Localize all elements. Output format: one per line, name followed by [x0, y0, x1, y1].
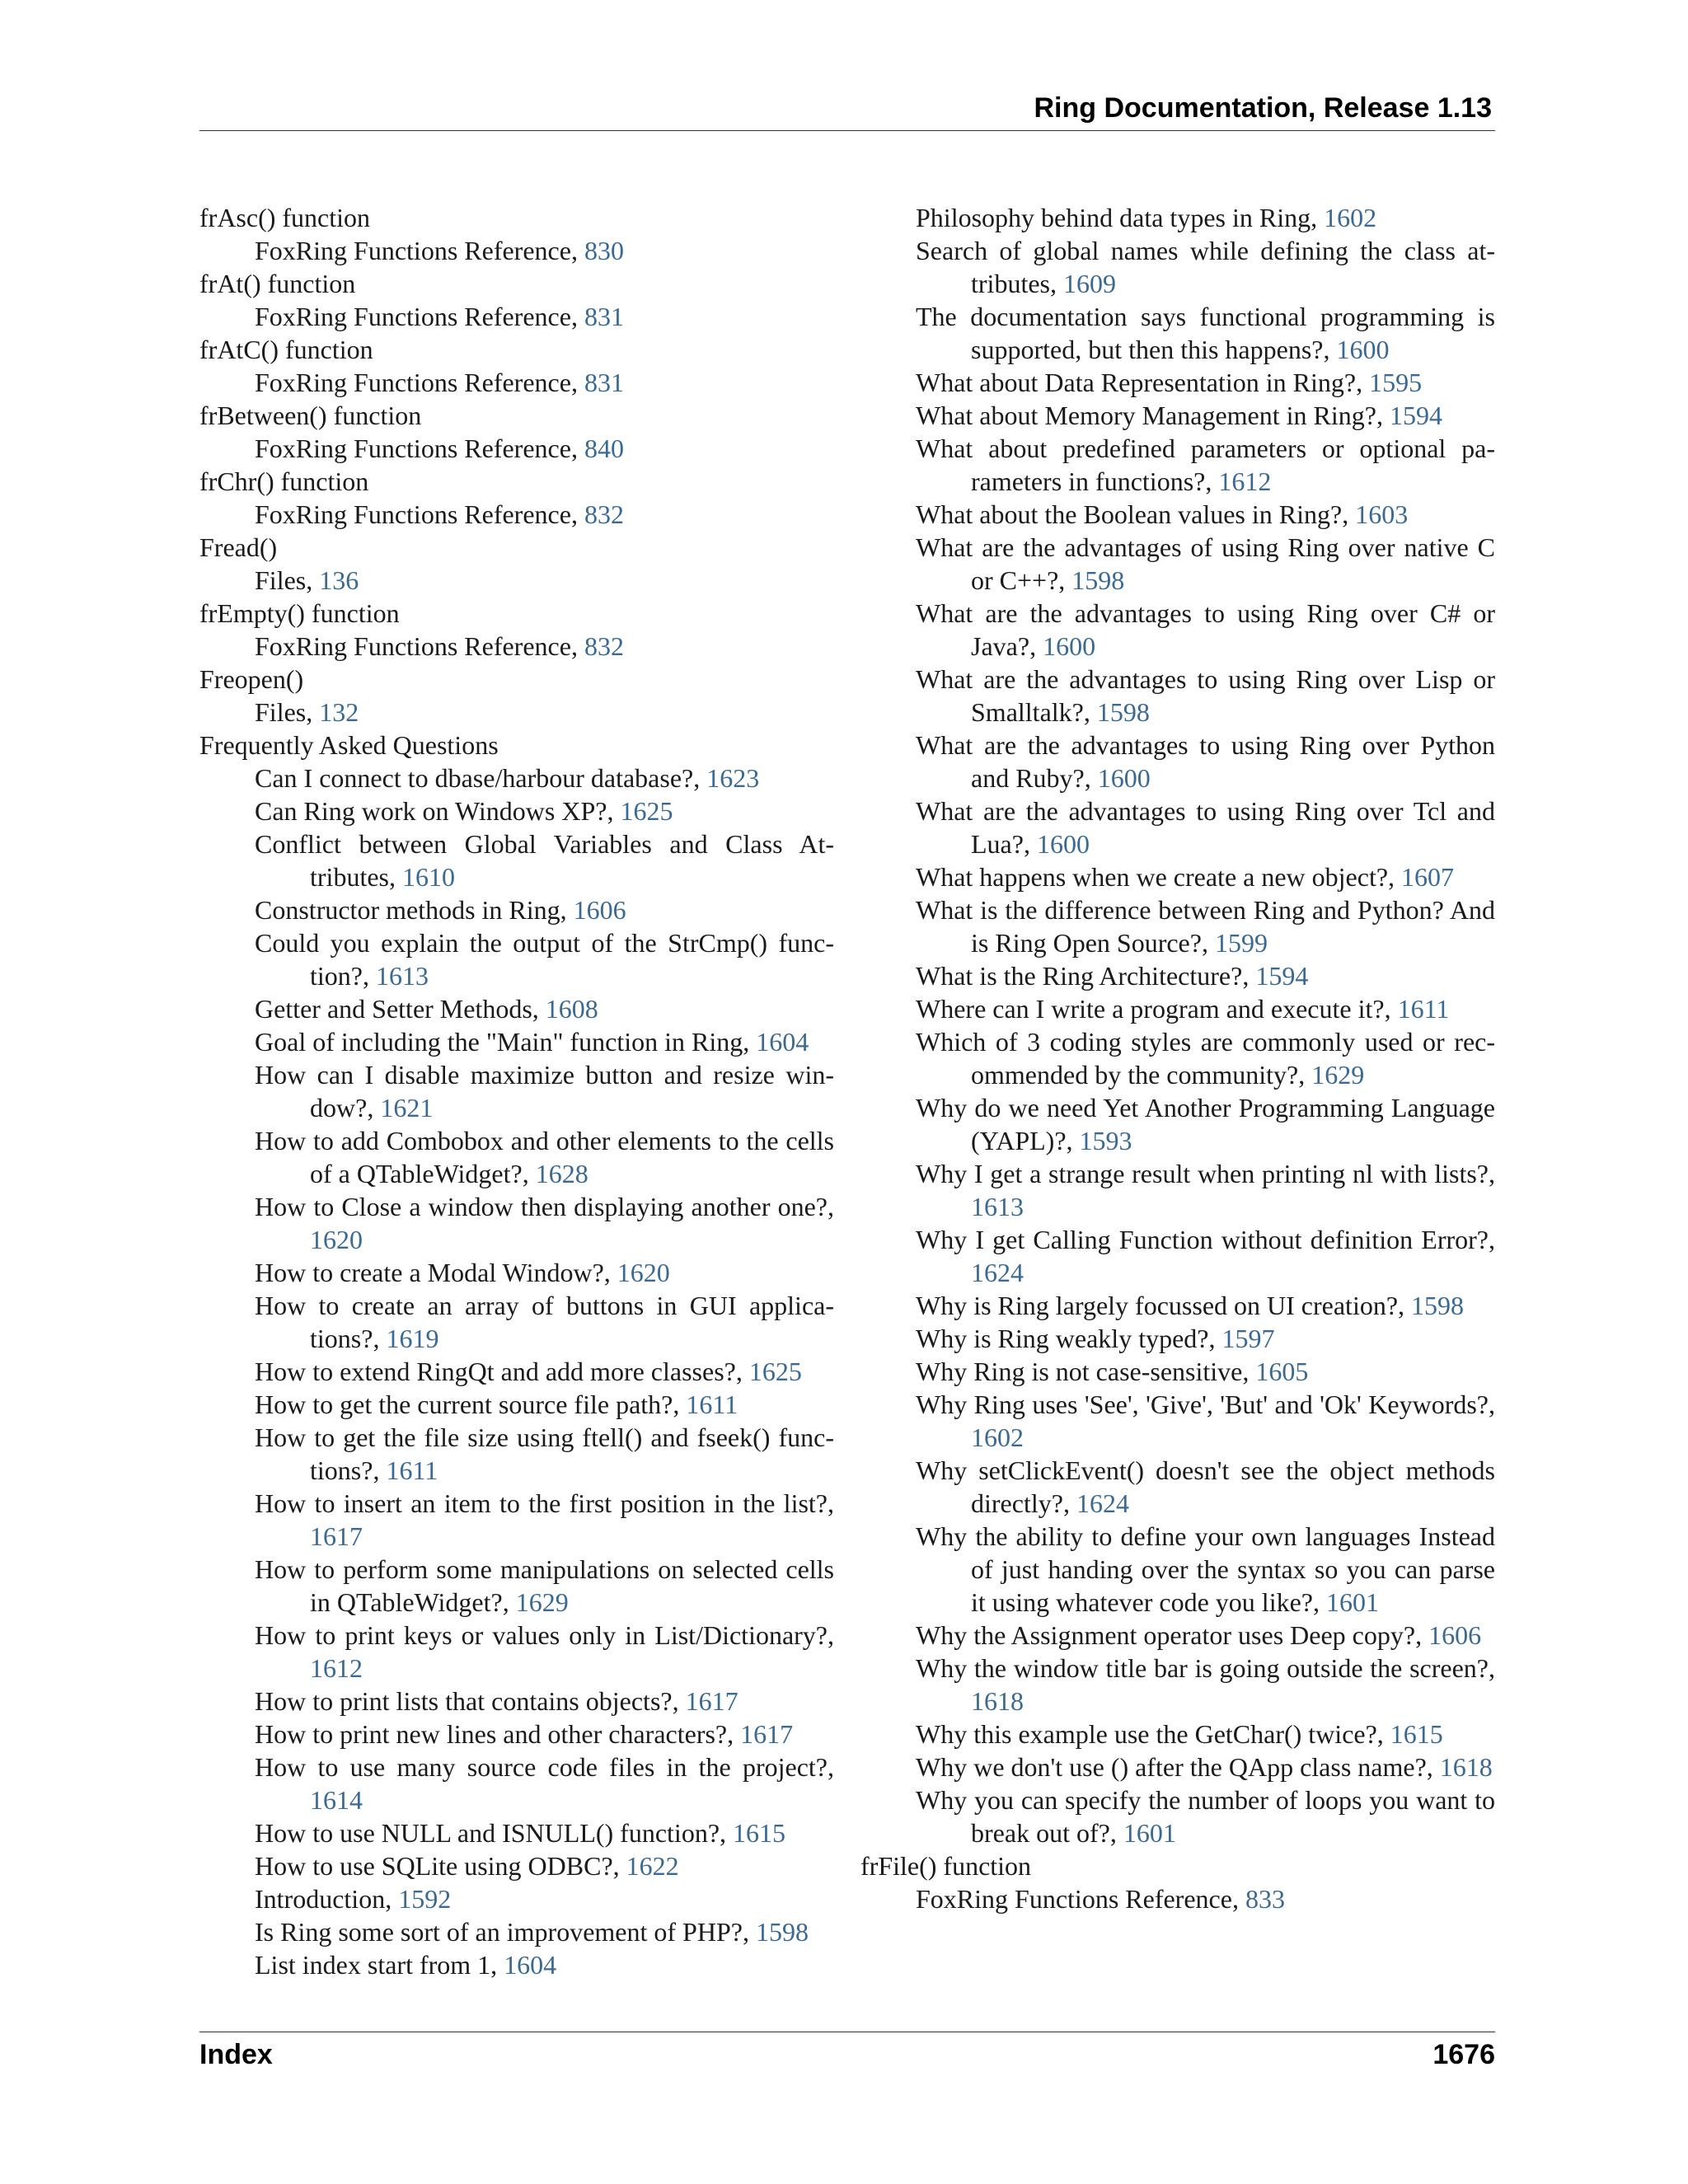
index-entry-label: How to create a Modal Window?,: [255, 1258, 617, 1287]
index-entry-label: Can I connect to dbase/harbour database?,: [255, 763, 707, 793]
index-entry-label: What is the Ring Architecture?,: [916, 961, 1256, 991]
index-entry-label: What about Data Representation in Ring?,: [916, 368, 1370, 397]
index-entry: [860, 366, 1495, 399]
page-link[interactable]: 1624: [971, 1258, 1024, 1287]
index-entry-label: Getter and Setter Methods,: [255, 994, 546, 1024]
index-entry: [199, 234, 834, 267]
page-link[interactable]: 1611: [386, 1455, 438, 1485]
index-entry: [199, 1124, 834, 1190]
index-entry: [860, 1157, 1495, 1223]
index-entry-label: What are the advantages to using Ring over Python and Ruby?,: [916, 730, 1495, 793]
page-link[interactable]: 1617: [685, 1686, 738, 1716]
index-entry: [199, 366, 834, 399]
header-divider: [199, 130, 1495, 131]
index-entry: [199, 1421, 834, 1487]
page-link[interactable]: 1609: [1062, 269, 1116, 298]
page-link[interactable]: 1606: [1428, 1620, 1482, 1650]
page-number: 1676: [1432, 2039, 1495, 2070]
index-entry: [199, 1355, 834, 1388]
index-entry: [860, 300, 1495, 366]
page-link[interactable]: 1614: [310, 1785, 363, 1815]
index-entry-label: Can Ring work on Windows XP?,: [255, 796, 621, 826]
index-entry: [860, 992, 1495, 1025]
index-entry: [199, 1882, 834, 1915]
page-link[interactable]: 840: [584, 434, 624, 463]
index-entry-label: FoxRing Functions Reference,: [255, 302, 584, 331]
index-entry: [199, 1025, 834, 1058]
index-entry: [199, 1619, 834, 1685]
index-entry: [199, 992, 834, 1025]
index-entry: [199, 1487, 834, 1553]
index-entry: [860, 234, 1495, 300]
index-entry: [199, 597, 834, 630]
index-entry-label: Why setClickEvent() doesn't see the object methods directly?,: [916, 1455, 1495, 1518]
page-link[interactable]: 832: [584, 499, 624, 529]
page-link[interactable]: 1617: [740, 1719, 794, 1749]
page-link[interactable]: 1629: [515, 1587, 569, 1617]
index-entry: [199, 893, 834, 926]
index-entry-label: Why this example use the GetChar() twice?,: [916, 1719, 1390, 1749]
page-link[interactable]: 1618: [971, 1686, 1024, 1716]
index-entry-label: Introduction,: [255, 1884, 399, 1914]
index-entry: [860, 1783, 1495, 1849]
page-link[interactable]: 1604: [504, 1950, 557, 1980]
page-link[interactable]: 1592: [398, 1884, 452, 1914]
page-link[interactable]: 1597: [1221, 1324, 1275, 1353]
index-entry: [199, 1058, 834, 1124]
index-entry: [860, 1322, 1495, 1355]
index-entry: [860, 1882, 1495, 1915]
index-entry-label: frEmpty() function: [199, 598, 400, 628]
index-entry: [860, 1750, 1495, 1783]
index-entry-label: What is the difference between Ring and Python? And is Ring Open Source?,: [916, 895, 1495, 958]
page-link[interactable]: 1615: [733, 1818, 786, 1848]
page-link[interactable]: 1624: [1076, 1488, 1129, 1518]
index-column-left: [199, 201, 834, 1981]
page-link[interactable]: 1604: [756, 1027, 809, 1057]
index-entry-label: Why the ability to define your own languages Instead of just handing over the syntax so you can parse it using whatever code you like?,: [916, 1521, 1495, 1617]
index-entry: [199, 333, 834, 366]
index-entry-label: frChr() function: [199, 466, 369, 496]
index-entry-label: Conflict between Global Variables and Class Attributes,: [255, 829, 834, 892]
page-link[interactable]: 1611: [686, 1390, 738, 1419]
index-entry-label: How to extend RingQt and add more classes?,: [255, 1357, 749, 1386]
index-entry-label: Freopen(): [199, 664, 304, 694]
page-link[interactable]: 1615: [1390, 1719, 1443, 1749]
index-entry: [860, 498, 1495, 531]
index-entry-label: How to add Combobox and other elements to the cells of a QTableWidget?,: [255, 1126, 834, 1188]
index-entry-label: Why we don't use () after the QApp class name?,: [916, 1752, 1440, 1782]
page-link[interactable]: 1610: [401, 862, 455, 892]
index-entry-label: Why Ring uses 'See', 'Give', 'But' and 'Ok' Keywords?,: [916, 1390, 1495, 1419]
index-entry: [860, 1355, 1495, 1388]
index-entry: [199, 432, 834, 465]
page-link[interactable]: 1619: [386, 1324, 439, 1353]
footer-section-label: Index: [199, 2039, 273, 2070]
index-entry: [199, 465, 834, 498]
page-link[interactable]: 832: [584, 631, 624, 661]
index-entry-label: Is Ring some sort of an improvement of PHP?,: [255, 1917, 756, 1947]
index-entry: [860, 893, 1495, 959]
page-link[interactable]: 1594: [1255, 961, 1309, 991]
index-entry: [860, 1454, 1495, 1520]
index-entry-label: Files,: [255, 565, 320, 595]
index-entry: [199, 1718, 834, 1750]
index-entry: [199, 696, 834, 729]
index-entry: [860, 794, 1495, 860]
index-entry: [199, 794, 834, 827]
index-entry-label: List index start from 1,: [255, 1950, 504, 1980]
page-link[interactable]: 1598: [755, 1917, 809, 1947]
index-entry-label: FoxRing Functions Reference,: [255, 434, 584, 463]
index-entry-label: Why do we need Yet Another Programming Language (YAPL)?,: [916, 1093, 1495, 1155]
page-link[interactable]: 1599: [1214, 928, 1268, 958]
index-entry-label: frAtC() function: [199, 335, 373, 364]
page-link[interactable]: 1618: [1439, 1752, 1493, 1782]
index-entry: [199, 1190, 834, 1256]
page-link[interactable]: 1628: [535, 1159, 588, 1188]
page-link[interactable]: 1598: [1096, 697, 1150, 727]
page-link[interactable]: 136: [319, 565, 359, 595]
page-link[interactable]: 830: [584, 236, 624, 265]
index-entry-label: How to print new lines and other characters?,: [255, 1719, 741, 1749]
index-entry-label: frAt() function: [199, 269, 356, 298]
index-entry-label: Why Ring is not case-sensitive,: [916, 1357, 1256, 1386]
index-entry-label: How to perform some manipulations on selected cells in QTableWidget?,: [255, 1554, 834, 1617]
index-entry: [860, 1025, 1495, 1091]
index-entry-label: frFile() function: [860, 1851, 1032, 1881]
index-entry-label: FoxRing Functions Reference,: [255, 236, 584, 265]
page-link[interactable]: 1601: [1325, 1587, 1379, 1617]
index-entry: [860, 1091, 1495, 1157]
page-link[interactable]: 1603: [1355, 499, 1409, 529]
index-entry-label: Why the Assignment operator uses Deep copy?,: [916, 1620, 1429, 1650]
index-entry-label: Why the window title bar is going outside the screen?,: [916, 1653, 1495, 1683]
index-entry: [199, 300, 834, 333]
index-entry-label: How to get the file size using ftell() and fseek() functions?,: [255, 1422, 834, 1485]
index-entry: [199, 663, 834, 696]
page-link[interactable]: 1602: [971, 1422, 1024, 1452]
page-link[interactable]: 1608: [545, 994, 598, 1024]
page-link[interactable]: 1594: [1389, 401, 1442, 430]
index-entry-label: How can I disable maximize button and resize window?,: [255, 1060, 834, 1122]
page-link[interactable]: 1600: [1097, 763, 1151, 793]
index-entry-label: What about the Boolean values in Ring?,: [916, 499, 1356, 529]
index-entry: [860, 432, 1495, 498]
index-entry-label: Frequently Asked Questions: [199, 730, 499, 760]
index-entry-label: How to use NULL and ISNULL() function?,: [255, 1818, 734, 1848]
index-entry: [199, 1685, 834, 1718]
index-entry-label: Where can I write a program and execute it?,: [916, 994, 1398, 1024]
index-entry-label: FoxRing Functions Reference,: [255, 368, 584, 397]
index-entry: [860, 399, 1495, 432]
index-entry: [860, 1652, 1495, 1718]
index-entry: [199, 1388, 834, 1421]
index-column-right: [860, 201, 1495, 1915]
index-entry-label: Why I get a strange result when printing nl with lists?,: [916, 1159, 1495, 1188]
index-entry: [860, 860, 1495, 893]
index-entry: [860, 959, 1495, 992]
index-entry-label: What are the advantages to using Ring over C# or Java?,: [916, 598, 1495, 661]
index-entry: [199, 498, 834, 531]
index-entry-label: Search of global names while defining the class attributes,: [916, 236, 1495, 298]
index-entry: [199, 926, 834, 992]
index-entry: [860, 1718, 1495, 1750]
index-entry: [860, 531, 1495, 597]
index-entry: [199, 1256, 834, 1289]
index-entry: [199, 729, 834, 762]
page-link[interactable]: 1601: [1123, 1818, 1176, 1848]
index-entry: [199, 762, 834, 794]
index-entry: [199, 399, 834, 432]
index-entry: [199, 1816, 834, 1849]
page-link[interactable]: 1593: [1079, 1126, 1132, 1155]
index-entry-label: What about Memory Management in Ring?,: [916, 401, 1390, 430]
index-entry-label: Why I get Calling Function without definition Error?,: [916, 1225, 1495, 1254]
index-entry: [860, 663, 1495, 729]
index-entry: [199, 564, 834, 597]
index-entry-label: Constructor methods in Ring,: [255, 895, 574, 925]
page-link[interactable]: 1623: [706, 763, 760, 793]
page-link[interactable]: 1598: [1411, 1291, 1465, 1320]
index-entry-label: Which of 3 coding styles are commonly used or recommended by the community?,: [916, 1027, 1495, 1090]
index-entry-label: Files,: [255, 697, 320, 727]
index-entry-label: How to use SQLite using ODBC?,: [255, 1851, 626, 1881]
index-entry-label: Fread(): [199, 532, 278, 562]
index-entry: [199, 1948, 834, 1981]
index-entry: [860, 729, 1495, 794]
index-entry: [199, 630, 834, 663]
page-link[interactable]: 1612: [310, 1653, 363, 1683]
index-entry: [860, 1849, 1495, 1882]
page-link[interactable]: 1613: [375, 961, 429, 991]
index-entry-label: What are the advantages of using Ring over native C or C++?,: [916, 532, 1495, 595]
index-entry-label: What happens when we create a new object?,: [916, 862, 1402, 892]
index-entry-label: What are the advantages to using Ring over Tcl and Lua?,: [916, 796, 1495, 859]
page-link[interactable]: 1625: [620, 796, 673, 826]
index-entry: [199, 1849, 834, 1882]
index-entry-label: Why is Ring weakly typed?,: [916, 1324, 1222, 1353]
index-entry-label: What are the advantages to using Ring over Lisp or Smalltalk?,: [916, 664, 1495, 727]
index-entry: [860, 1223, 1495, 1289]
index-entry-label: How to print lists that contains objects?,: [255, 1686, 686, 1716]
index-entry-label: Philosophy behind data types in Ring,: [916, 203, 1325, 232]
page-link[interactable]: 831: [584, 302, 624, 331]
page-link[interactable]: 1606: [573, 895, 626, 925]
index-entry: [199, 827, 834, 893]
index-entry: [860, 201, 1495, 234]
page-link[interactable]: 1600: [1336, 335, 1390, 364]
index-entry-label: How to Close a window then displaying another one?,: [255, 1192, 834, 1221]
index-entry-label: FoxRing Functions Reference,: [255, 499, 584, 529]
page-link[interactable]: 1598: [1071, 565, 1125, 595]
index-entry-label: The documentation says functional programming is supported, but then this happens?,: [916, 302, 1495, 364]
index-entry-label: Could you explain the output of the StrCmp() function?,: [255, 928, 834, 991]
index-entry-label: Why you can specify the number of loops you want to break out of?,: [916, 1785, 1495, 1848]
index-entry-label: FoxRing Functions Reference,: [916, 1884, 1245, 1914]
index-entry: [860, 1520, 1495, 1619]
index-entry: [199, 267, 834, 300]
page-link[interactable]: 1625: [748, 1357, 802, 1386]
page-link[interactable]: 833: [1245, 1884, 1285, 1914]
index-entry: [199, 531, 834, 564]
index-entry-label: What about predefined parameters or optional parameters in functions?,: [916, 434, 1495, 496]
page-link[interactable]: 1605: [1255, 1357, 1309, 1386]
page-link[interactable]: 1607: [1401, 862, 1455, 892]
index-entry-label: Why is Ring largely focussed on UI creation?,: [916, 1291, 1412, 1320]
page-link[interactable]: 1621: [380, 1093, 434, 1122]
index-entry-label: FoxRing Functions Reference,: [255, 631, 584, 661]
index-entry: [199, 1553, 834, 1619]
index-entry: [199, 1289, 834, 1355]
page-link[interactable]: 1620: [617, 1258, 670, 1287]
page-link[interactable]: 831: [584, 368, 624, 397]
index-entry-label: How to get the current source file path?,: [255, 1390, 687, 1419]
page-link[interactable]: 1600: [1036, 829, 1090, 859]
index-entry-label: frBetween() function: [199, 401, 422, 430]
index-entry: [199, 1750, 834, 1816]
page-link[interactable]: 1617: [310, 1521, 363, 1551]
index-entry-label: How to insert an item to the first position in the list?,: [255, 1488, 834, 1518]
document-title: Ring Documentation, Release 1.13: [1034, 92, 1492, 124]
index-entry-label: How to use many source code files in the project?,: [255, 1752, 834, 1782]
page-link[interactable]: 1612: [1218, 466, 1272, 496]
page-link[interactable]: 1595: [1369, 368, 1423, 397]
page-link[interactable]: 1611: [1397, 994, 1450, 1024]
index-entry: [860, 1388, 1495, 1454]
index-entry-label: How to print keys or values only in List/Dictionary?,: [255, 1620, 834, 1650]
page-link[interactable]: 1613: [971, 1192, 1024, 1221]
page-link[interactable]: 1620: [310, 1225, 363, 1254]
index-entry-label: frAsc() function: [199, 203, 371, 232]
index-entry-label: How to create an array of buttons in GUI applications?,: [255, 1291, 834, 1353]
page-link[interactable]: 1600: [1043, 631, 1096, 661]
page-link[interactable]: 1622: [626, 1851, 679, 1881]
index-entry: [860, 597, 1495, 663]
index-entry: [199, 201, 834, 234]
index-entry-label: Goal of including the "Main" function in Ring,: [255, 1027, 757, 1057]
index-entry: [199, 1915, 834, 1948]
page-link[interactable]: 132: [319, 697, 359, 727]
page-link[interactable]: 1602: [1324, 203, 1377, 232]
index-entry: [860, 1289, 1495, 1322]
index-entry: [860, 1619, 1495, 1652]
page-link[interactable]: 1629: [1311, 1060, 1365, 1090]
